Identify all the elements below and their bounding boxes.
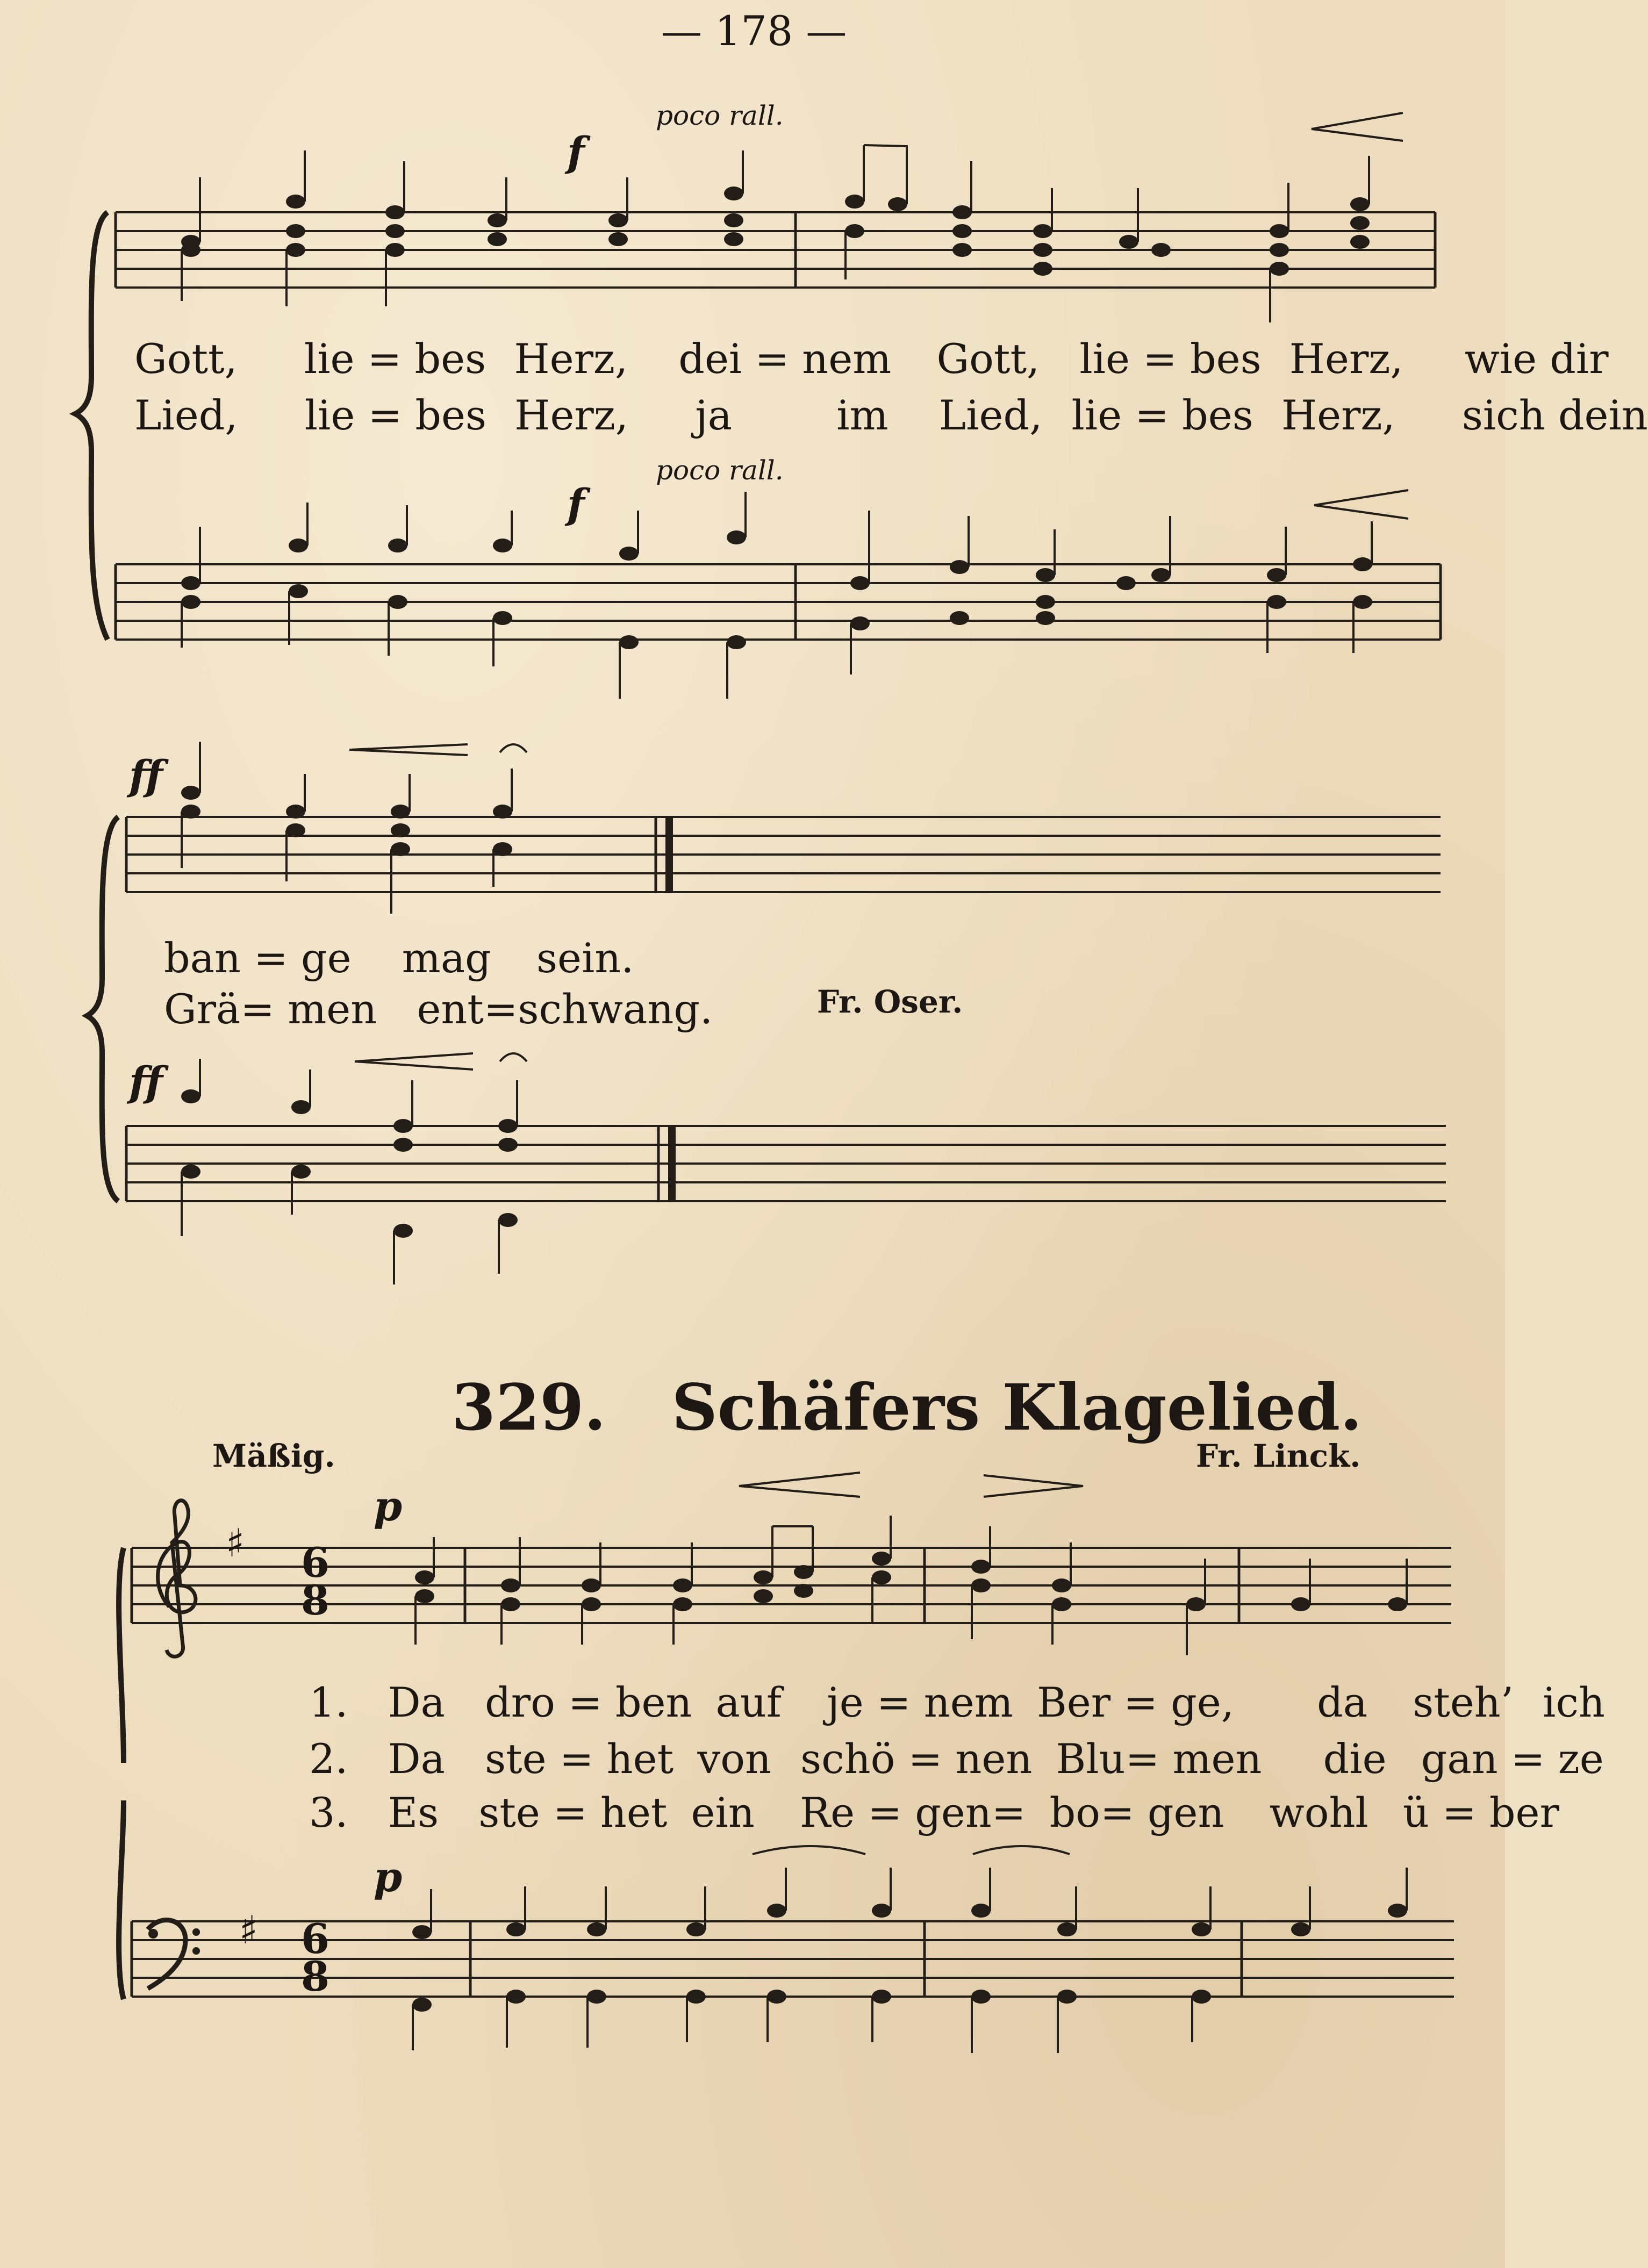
brace-system1 — [75, 212, 108, 640]
dynamic-lower: f — [567, 480, 585, 528]
sharp-icon-bass: ♯ — [239, 1907, 258, 1953]
tempo-marking-upper: poco rall. — [656, 100, 784, 131]
brace-system2 — [87, 817, 118, 1201]
page-number: — 178 — — [661, 7, 847, 55]
time-signature-bottom: 8 — [301, 1576, 329, 1624]
sharp-icon: ♯ — [226, 1520, 245, 1566]
dynamic-ff-upper: ff — [129, 751, 163, 799]
lyric-line-1: Gott, lie = bes Herz, dei = nem Gott, lie = bes Herz, wie dir — [134, 335, 1609, 383]
time-signature-top: 6 — [301, 1539, 329, 1587]
tempo-marking-lower: poco rall. — [656, 455, 784, 486]
treble-clef-icon — [158, 1501, 196, 1656]
staff-system2-upper — [126, 817, 1441, 892]
lyric-line-4: Grä= men ent=schwang. — [164, 985, 713, 1033]
song-title-text: Schäfers Klagelied. — [671, 1370, 1363, 1445]
dynamic-p-lower: p — [374, 1853, 403, 1901]
dynamic-ff-lower: ff — [129, 1058, 163, 1106]
time-signature-bottom-bass: 8 — [301, 1953, 329, 2000]
notes-song-treble — [415, 1552, 1407, 1611]
staff-song-bass — [132, 1915, 1454, 2000]
dynamic-upper: f — [567, 128, 585, 176]
notes-song-bass — [412, 1904, 1407, 2012]
tempo-maessig: Mäßig. — [212, 1438, 335, 1474]
song-number: 329. — [452, 1370, 606, 1445]
composer-oser: Fr. Oser. — [817, 984, 963, 1020]
verse-1: 1. Da dro = ben auf je = nem Ber = ge, da steh’ ich — [309, 1678, 1605, 1726]
song-title — [452, 1370, 1363, 1445]
verse-2: 2. Da ste = het von schö = nen Blu= men die gan = ze — [309, 1735, 1604, 1783]
staff-system2-lower — [126, 1126, 1446, 1201]
staff-song-treble — [132, 1548, 1451, 1623]
time-signature-top-bass: 6 — [301, 1915, 329, 1963]
lyric-line-3: ban = ge mag sein. — [164, 934, 634, 982]
verse-3: 3. Es ste = het ein Re = gen= bo= gen wohl ü = ber — [309, 1789, 1559, 1836]
notes-system1-lower — [181, 530, 1372, 649]
lyric-line-2: Lied, lie = bes Herz, ja im Lied, lie = bes Herz, sich dein — [134, 391, 1648, 439]
dynamic-p-upper: p — [374, 1482, 403, 1530]
staff-system1-lower — [116, 564, 1441, 640]
staff-system1-upper — [116, 212, 1435, 288]
composer-linck: Fr. Linck. — [1196, 1438, 1361, 1474]
